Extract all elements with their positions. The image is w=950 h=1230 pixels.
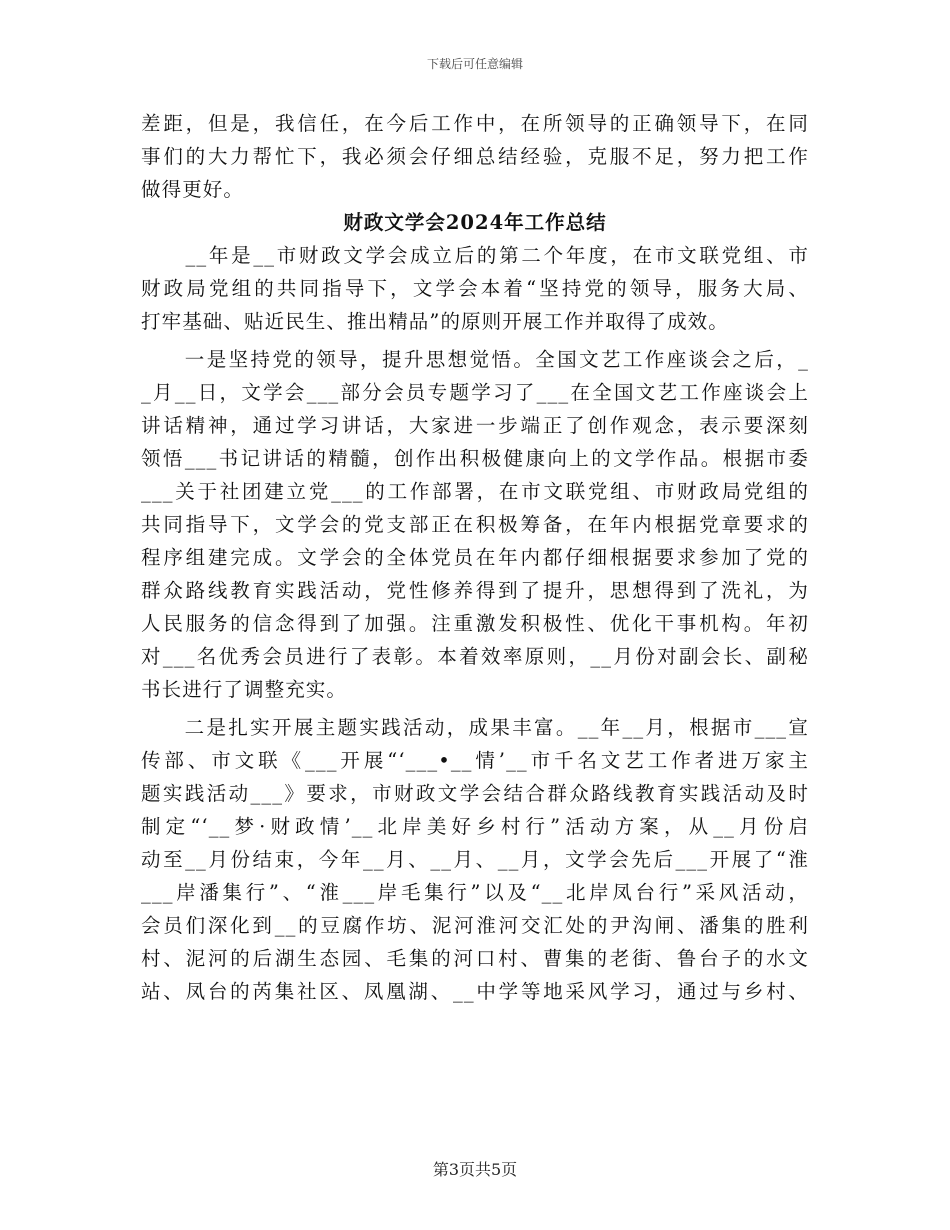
document-title: 财政文学会2024年工作总结 xyxy=(343,211,607,234)
paragraph-line: 二是扎实开展主题实践活动，成果丰富。__年__月，根据市___宣 xyxy=(141,716,809,739)
paragraph-line: _月__日，文学会___部分会员专题学习了___在全国文艺工作座谈会上 xyxy=(141,381,809,404)
paragraph-line: 传部、市文联《___开展“‘___•__情’__市千名文艺工作者进万家主 xyxy=(141,749,809,772)
paragraph-3 xyxy=(141,711,809,1008)
paragraph-2 xyxy=(141,343,809,706)
paragraph-line: __年是__市财政文学会成立后的第二个年度，在市文联党组、市 xyxy=(141,244,809,267)
paragraph-line: 对___名优秀会员进行了表彰。本着效率原则，__月份对副会长、副秘 xyxy=(141,645,809,668)
paragraph-line: 共同指导下，文学会的党支部正在积极筹备，在年内根据党章要求的 xyxy=(141,513,809,536)
paragraph-line: 题实践活动___》要求，市财政文学会结合群众路线教育实践活动及时 xyxy=(141,782,809,805)
paragraph-1 xyxy=(141,239,809,338)
paragraph-line: 人民服务的信念得到了加强。注重激发积极性、优化干事机构。年初 xyxy=(141,612,809,635)
paragraph-line: 打牢基础、贴近民生、推出精品”的原则开展工作并取得了成效。 xyxy=(141,310,729,333)
paragraph-line: 站、凤台的芮集社区、凤凰湖、__中学等地采风学习，通过与乡村、 xyxy=(141,980,809,1003)
paragraph-line: 领悟___书记讲话的精髓，创作出积极健康向上的文学作品。根据市委 xyxy=(141,447,809,470)
paragraph-line: 制定“‘__梦·财政情’__北岸美好乡村行”活动方案，从__月份启 xyxy=(141,815,809,838)
document-body xyxy=(141,107,809,1008)
paragraph-line: 群众路线教育实践活动，党性修养得到了提升，思想得到了洗礼，为 xyxy=(141,579,809,602)
paragraph-line: 村、泥河的后湖生态园、毛集的河口村、曹集的老街、鲁台子的水文 xyxy=(141,947,809,970)
paragraph-line: ___关于社团建立党___的工作部署，在市文联党组、市财政局党组的 xyxy=(141,480,809,503)
paragraph-line: 财政局党组的共同指导下，文学会本着“坚持党的领导，服务大局、 xyxy=(141,277,809,300)
paragraph-line: 一是坚持党的领导，提升思想觉悟。全国文艺工作座谈会之后，_ xyxy=(141,348,809,371)
page-footer: 第3页共5页 xyxy=(432,1160,518,1179)
paragraph-line: 程序组建完成。文学会的全体党员在年内都仔细根据要求参加了党的 xyxy=(141,546,809,569)
paragraph-line: 差距，但是，我信任，在今后工作中，在所领导的正确领导下，在同 xyxy=(141,112,809,135)
paragraph-line: 讲话精神，通过学习讲话，大家进一步端正了创作观念，表示要深刻 xyxy=(141,414,809,437)
paragraph-line: 做得更好。 xyxy=(141,178,245,201)
intro-paragraph xyxy=(141,107,809,206)
paragraph-line: 书长进行了调整充实。 xyxy=(141,678,348,701)
paragraph-line: 会员们深化到__的豆腐作坊、泥河淮河交汇处的尹沟闸、潘集的胜利 xyxy=(141,914,809,937)
paragraph-line: ___岸潘集行”、“淮___岸毛集行”以及“__北岸凤台行”采风活动， xyxy=(141,881,809,904)
paragraph-line: 动至__月份结束，今年__月、__月、__月，文学会先后___开展了“淮 xyxy=(141,848,809,871)
header-note: 下载后可任意编辑 xyxy=(426,57,523,71)
paragraph-line: 事们的大力帮忙下，我必须会仔细总结经验，克服不足，努力把工作 xyxy=(141,145,809,168)
